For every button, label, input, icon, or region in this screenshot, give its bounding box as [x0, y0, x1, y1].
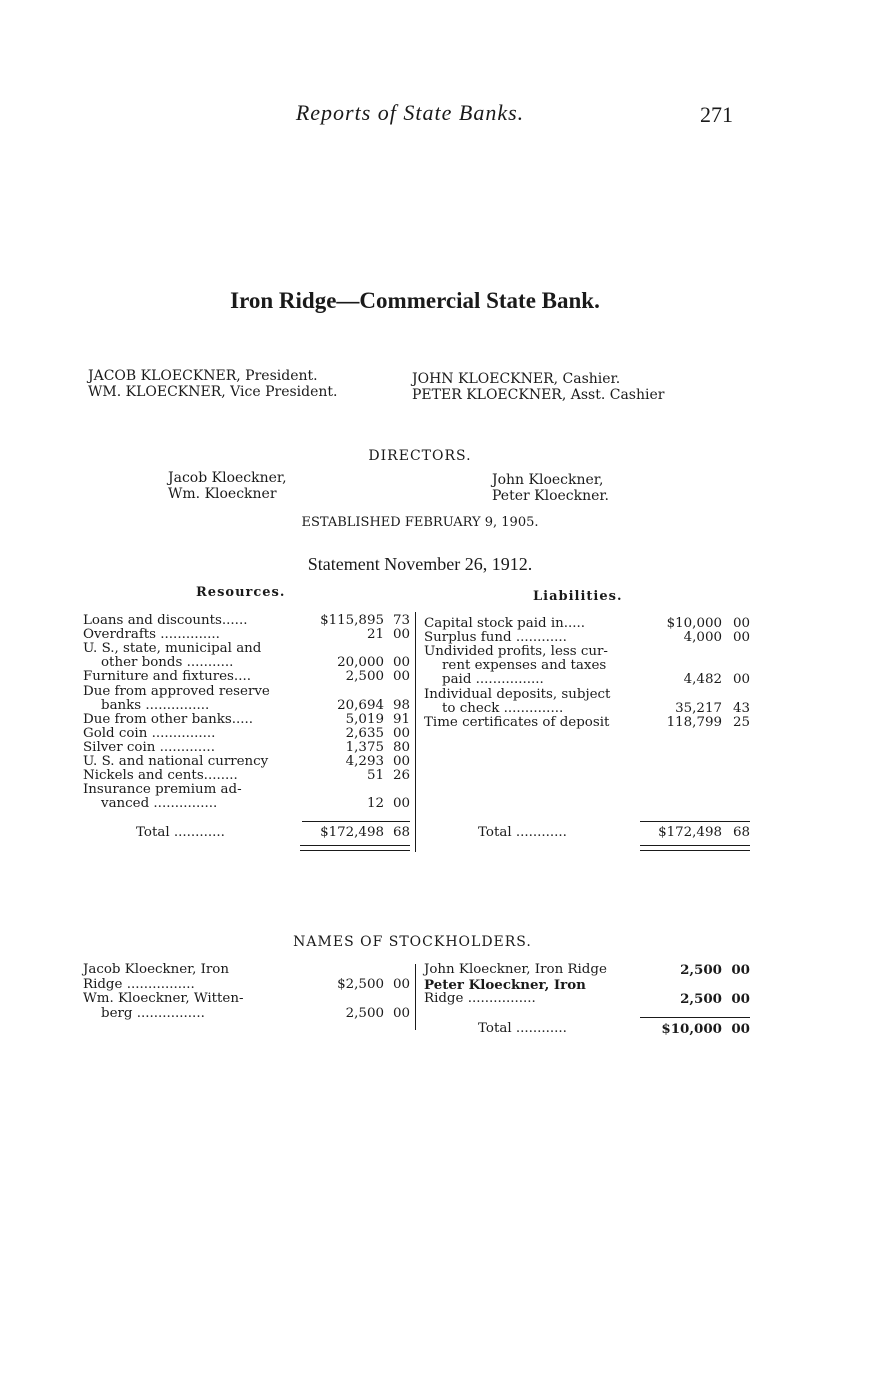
officer-vice-president: WM. KLOECKNER, Vice President. — [88, 384, 338, 400]
resources-cents: 00 — [392, 669, 410, 685]
liabilities-label: rent expenses and taxes — [442, 658, 607, 674]
officer-cashier: JOHN KLOECKNER, Cashier. — [412, 371, 621, 387]
page-number: 271 — [700, 102, 733, 127]
liabilities-total-double-rule — [640, 845, 750, 851]
statement-date: Statement November 26, 1912. — [307, 554, 533, 574]
resources-cents: 00 — [392, 796, 410, 812]
liabilities-total-cents: 68 — [732, 825, 750, 840]
liabilities-dollars: 35,217 — [675, 700, 722, 716]
resources-label: other bonds ........... — [101, 655, 234, 671]
resources-total-cents: 68 — [392, 825, 410, 840]
stockholders-total-dollars: $10,000 — [661, 1021, 722, 1037]
liabilities-dollars: 4,000 — [683, 630, 722, 646]
resources-cents: 26 — [392, 768, 410, 784]
director-left-2: Wm. Kloeckner — [168, 486, 277, 502]
resources-dollars: 21 — [366, 627, 384, 643]
liabilities-total-label: Total ............ — [478, 825, 567, 840]
director-left-1: Jacob Kloeckner, — [168, 470, 287, 486]
resources-label: Furniture and fixtures.... — [83, 669, 251, 685]
stockholder-right-dollars: 2,500 — [680, 962, 722, 978]
running-header: Reports of State Banks. — [295, 100, 525, 125]
liabilities-label: Individual deposits, subject — [424, 686, 611, 702]
stockholder-right-dollars: 2,500 — [680, 991, 722, 1007]
liabilities-cents: 00 — [732, 616, 750, 631]
resources-label: Silver coin ............. — [83, 739, 215, 755]
resources-total-double-rule — [300, 845, 410, 851]
liabilities-cents: 00 — [732, 672, 750, 688]
resources-label: Insurance premium ad- — [83, 782, 242, 798]
resources-cents: 80 — [392, 739, 410, 755]
stockholder-left-dollars: $2,500 — [337, 976, 384, 992]
stockholder-left-cents: 00 — [392, 1005, 410, 1021]
director-right-2: Peter Kloeckner. — [492, 488, 610, 504]
liabilities-total-rule — [640, 821, 750, 822]
stockholder-left-label: Ridge ................ — [83, 976, 195, 992]
stockholder-left-cents: 00 — [392, 976, 410, 992]
officer-asst-cashier: PETER KLOECKNER, Asst. Cashier — [412, 387, 665, 403]
liabilities-label: Undivided profits, less cur- — [424, 644, 608, 660]
bank-title: Iron Ridge—Commercial State Bank. — [230, 288, 600, 313]
liabilities-cents: 25 — [732, 714, 750, 730]
resources-cents: 00 — [392, 725, 410, 741]
stockholder-left-label: berg ................ — [101, 1005, 205, 1021]
liabilities-label: Capital stock paid in..... — [424, 616, 586, 631]
resources-heading: Resources. — [196, 585, 286, 600]
resources-label: Due from approved reserve — [83, 683, 270, 699]
resources-label: Gold coin ............... — [83, 725, 216, 741]
resources-total-label: Total ............ — [136, 825, 225, 840]
stockholders-total-label: Total ............ — [478, 1021, 567, 1036]
resources-label: banks ............... — [101, 697, 210, 713]
liabilities-label: to check .............. — [442, 700, 564, 716]
liabilities-heading: Liabilities. — [533, 589, 623, 604]
stockholder-right-cents: 00 — [731, 962, 750, 978]
resources-dollars: 2,500 — [345, 669, 384, 685]
liabilities-label: Time certificates of deposit — [424, 714, 610, 730]
resources-dollars: 20,694 — [337, 697, 384, 713]
liabilities-dollars: 118,799 — [666, 714, 722, 730]
established-date: ESTABLISHED FEBRUARY 9, 1905. — [301, 515, 539, 530]
resources-label: vanced ............... — [101, 796, 218, 812]
resources-total-rule — [302, 821, 410, 822]
liabilities-dollars: $10,000 — [666, 616, 722, 631]
stockholders-total-cents: 00 — [731, 1021, 750, 1037]
stockholders-total-rule — [640, 1017, 750, 1018]
resources-dollars: $115,895 — [320, 613, 384, 628]
stockholder-right-label: Peter Kloeckner, Iron — [424, 976, 586, 993]
liabilities-total-dollars: $172,498 — [658, 825, 722, 840]
resources-dollars: 2,635 — [345, 725, 384, 741]
stockholder-right-label: John Kloeckner, Iron Ridge — [424, 962, 607, 977]
resources-cents: 98 — [392, 697, 410, 713]
resources-label: Overdrafts .............. — [83, 627, 220, 643]
resources-label: U. S. and national currency — [83, 754, 269, 769]
liabilities-label: Surplus fund ............ — [424, 630, 567, 646]
director-right-1: John Kloeckner, — [492, 472, 604, 488]
liabilities-label: paid ................ — [442, 672, 544, 688]
resources-cents: 00 — [392, 655, 410, 671]
resources-dollars: 5,019 — [345, 711, 384, 727]
resources-cents: 00 — [392, 627, 410, 643]
stockholder-left-label: Wm. Kloeckner, Witten- — [83, 991, 244, 1006]
resources-label: U. S., state, municipal and — [83, 641, 262, 657]
resources-dollars: 51 — [366, 768, 384, 784]
stockholder-left-label: Jacob Kloeckner, Iron — [83, 962, 229, 977]
stockholder-right-cents: 00 — [731, 991, 750, 1007]
liabilities-dollars: 4,482 — [683, 672, 722, 688]
resources-dollars: 20,000 — [337, 655, 384, 671]
resources-total-dollars: $172,498 — [320, 825, 384, 840]
resources-cents: 91 — [392, 711, 410, 727]
liabilities-cents: 43 — [732, 700, 750, 716]
resources-label: Due from other banks..... — [83, 711, 254, 727]
officer-president: JACOB KLOECKNER, President. — [88, 368, 318, 384]
resources-dollars: 1,375 — [345, 739, 384, 755]
liabilities-cents: 00 — [732, 630, 750, 646]
resources-label: Nickels and cents........ — [83, 768, 238, 784]
resources-dollars: 12 — [366, 796, 384, 812]
column-divider — [415, 612, 416, 852]
resources-dollars: 4,293 — [345, 754, 384, 769]
stockholder-right-label: Ridge ................ — [424, 991, 536, 1006]
directors-heading: DIRECTORS. — [368, 448, 472, 464]
stockholders-divider — [415, 964, 416, 1030]
resources-label: Loans and discounts...... — [83, 613, 248, 628]
resources-cents: 00 — [392, 754, 410, 769]
resources-cents: 73 — [392, 613, 410, 628]
stockholder-left-dollars: 2,500 — [345, 1005, 384, 1021]
stockholders-heading: NAMES OF STOCKHOLDERS. — [293, 934, 532, 950]
